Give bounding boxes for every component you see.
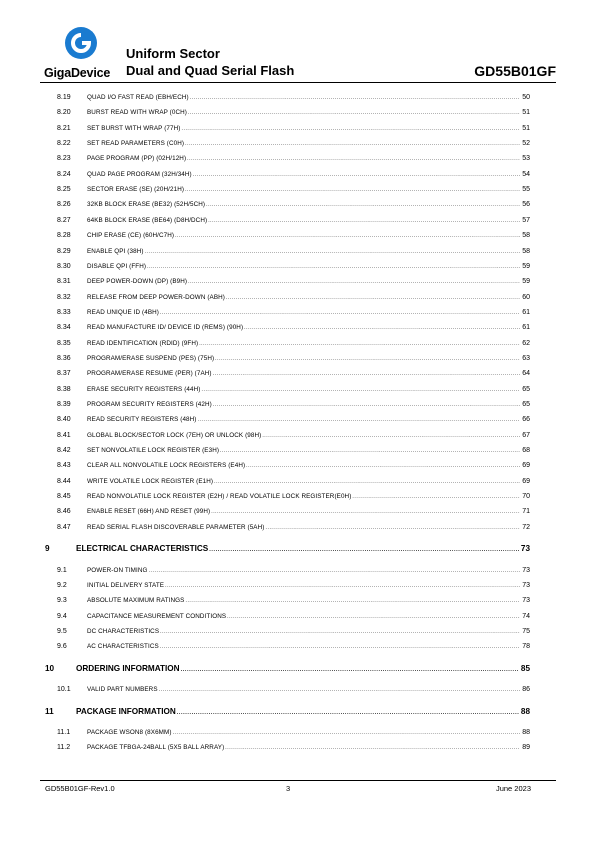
toc-entry[interactable] xyxy=(57,246,530,258)
toc-leader-dots xyxy=(226,292,520,304)
toc-entry-title[interactable]: ENABLE RESET (66H) AND RESET (99H) xyxy=(87,508,211,516)
toc-entry-page: 51 xyxy=(522,109,530,117)
toc-entry-title[interactable]: DC CHARACTERISTICS xyxy=(87,628,160,636)
toc-entry-number: 8.28 xyxy=(57,232,71,240)
toc-leader-dots xyxy=(188,107,520,119)
toc-entry-title[interactable]: PROGRAM SECURITY REGISTERS (42H) xyxy=(87,401,212,408)
toc-leader-dots xyxy=(244,322,520,334)
toc-entry[interactable] xyxy=(57,580,530,592)
footer-page-number: 3 xyxy=(286,784,291,793)
toc-entry-number: 11.2 xyxy=(57,744,71,752)
toc-entry-page: 62 xyxy=(522,339,530,347)
toc-entry[interactable] xyxy=(57,184,530,196)
toc-entry[interactable] xyxy=(57,445,530,457)
toc-leader-dots xyxy=(225,742,520,754)
toc-leader-dots xyxy=(177,706,519,719)
toc-entry-number: 9.3 xyxy=(57,597,67,605)
toc-entry-number: 8.29 xyxy=(57,247,71,255)
toc-entry-title[interactable]: DISABLE QPI (FFH) xyxy=(87,262,147,270)
toc-entry-page: 68 xyxy=(522,447,530,455)
toc-entry[interactable] xyxy=(57,595,530,607)
toc-entry-number: 8.34 xyxy=(57,324,71,332)
toc-entry-title[interactable]: BURST READ WITH WRAP (0CH) xyxy=(87,109,187,117)
gigadevice-logo-icon xyxy=(64,26,98,60)
toc-entry[interactable] xyxy=(57,338,530,350)
toc-entry[interactable] xyxy=(57,292,530,304)
toc-entry-page: 73 xyxy=(520,544,530,554)
header-divider xyxy=(40,82,556,83)
toc-entry-number: 8.30 xyxy=(57,262,71,270)
toc-leader-dots xyxy=(165,580,520,592)
toc-entry-number: 8.45 xyxy=(57,493,71,501)
toc-entry-number: 8.43 xyxy=(57,462,71,470)
toc-entry-title[interactable]: PACKAGE WSON8 (8X6MM) xyxy=(87,729,172,737)
footer-divider xyxy=(40,780,556,781)
toc-leader-dots xyxy=(199,338,520,350)
toc-entry-title[interactable]: CLEAR ALL NONVOLATILE LOCK REGISTERS (E4H) xyxy=(87,462,246,470)
toc-entry-number: 10 xyxy=(45,663,55,673)
toc-entry[interactable] xyxy=(57,92,530,104)
toc-entry-number: 10.1 xyxy=(57,686,71,694)
toc-entry[interactable] xyxy=(57,611,530,623)
footer-document-revision: GD55B01GF-Rev1.0 xyxy=(45,784,115,793)
toc-entry[interactable] xyxy=(57,353,530,365)
toc-entry[interactable] xyxy=(57,384,530,396)
toc-entry-page: 65 xyxy=(522,385,530,393)
toc-entry-number: 8.20 xyxy=(57,109,71,117)
toc-entry[interactable] xyxy=(57,276,530,288)
toc-entry[interactable] xyxy=(57,153,530,165)
toc-entry-title[interactable]: ABSOLUTE MAXIMUM RATINGS xyxy=(87,597,185,605)
toc-entry-title[interactable]: INITIAL DELIVERY STATE xyxy=(87,582,165,589)
toc-leader-dots xyxy=(149,565,521,577)
toc-entry-page: 52 xyxy=(522,140,530,148)
toc-leader-dots xyxy=(206,199,520,211)
toc-entry[interactable] xyxy=(57,641,530,653)
toc-entry-number: 8.38 xyxy=(57,385,71,393)
toc-entry[interactable] xyxy=(57,491,530,503)
toc-entry-title[interactable]: ERASE SECURITY REGISTERS (44H) xyxy=(87,385,201,393)
toc-entry-title[interactable]: 32KB BLOCK ERASE (BE32) (52H/5CH) xyxy=(87,201,206,209)
toc-entry-title[interactable]: SECTOR ERASE (SE) (20H/21H) xyxy=(87,186,185,194)
toc-entry-number: 8.40 xyxy=(57,416,71,424)
toc-entry-number: 8.23 xyxy=(57,155,71,163)
toc-leader-dots xyxy=(160,626,520,638)
toc-leader-dots xyxy=(190,92,521,104)
toc-entry-title[interactable]: CHIP ERASE (CE) (60H/C7H) xyxy=(87,232,175,240)
toc-entry-title[interactable]: VALID PART NUMBERS xyxy=(87,686,158,694)
toc-entry[interactable] xyxy=(57,727,530,739)
toc-leader-dots xyxy=(265,522,520,534)
toc-entry-page: 53 xyxy=(522,155,530,163)
toc-entry-page: 57 xyxy=(522,216,530,224)
toc-leader-dots xyxy=(185,184,520,196)
toc-entry-page: 56 xyxy=(522,201,530,209)
toc-entry-title[interactable]: READ UNIQUE ID (4BH) xyxy=(87,308,159,316)
toc-entry[interactable] xyxy=(57,322,530,334)
toc-entry-page: 58 xyxy=(522,232,530,240)
toc-entry-number: 8.42 xyxy=(57,447,71,455)
toc-entry-title[interactable]: READ MANUFACTURE ID/ DEVICE ID (REMS) (90H) xyxy=(87,324,244,332)
toc-entry[interactable] xyxy=(57,522,530,534)
toc-section-entry[interactable] xyxy=(45,543,530,555)
toc-entry-page: 88 xyxy=(520,706,530,716)
toc-entry-title[interactable]: PROGRAM/ERASE RESUME (PER) (7AH) xyxy=(87,370,212,378)
toc-leader-dots xyxy=(208,215,520,227)
company-logo xyxy=(44,26,111,82)
toc-entry-number: 8.36 xyxy=(57,354,71,362)
toc-entry-title[interactable]: PROGRAM/ERASE SUSPEND (PES) (75H) xyxy=(87,354,215,362)
toc-entry-page: 59 xyxy=(522,278,530,286)
toc-entry-title[interactable]: AC CHARACTERISTICS xyxy=(87,643,159,651)
toc-entry-number: 8.37 xyxy=(57,370,71,378)
toc-leader-dots xyxy=(246,460,520,472)
toc-entry-number: 9.2 xyxy=(57,582,67,589)
toc-entry-page: 55 xyxy=(522,186,530,194)
toc-entry-page: 70 xyxy=(522,493,530,501)
toc-entry[interactable] xyxy=(57,261,530,273)
toc-entry-page: 67 xyxy=(522,431,530,439)
toc-entry-number: 11.1 xyxy=(57,729,71,737)
toc-entry-page: 64 xyxy=(522,370,530,378)
toc-entry-number: 8.33 xyxy=(57,308,71,316)
toc-entry-page: 73 xyxy=(522,566,530,574)
toc-entry-page: 65 xyxy=(522,401,530,408)
toc-leader-dots xyxy=(262,430,520,442)
toc-entry[interactable] xyxy=(57,307,530,319)
toc-entry-number: 8.25 xyxy=(57,186,71,194)
page-header xyxy=(40,22,556,82)
toc-leader-dots xyxy=(215,353,520,365)
toc-leader-dots xyxy=(214,476,520,488)
toc-entry[interactable] xyxy=(57,626,530,638)
toc-entry[interactable] xyxy=(57,506,530,518)
toc-entry[interactable] xyxy=(57,565,530,577)
toc-entry-page: 69 xyxy=(522,462,530,470)
toc-entry-title[interactable]: SET BURST WITH WRAP (77H) xyxy=(87,124,181,132)
toc-entry-page: 58 xyxy=(522,247,530,255)
toc-entry-title[interactable]: WRITE VOLATILE LOCK REGISTER (E1H) xyxy=(87,477,214,485)
toc-entry-number: 8.41 xyxy=(57,431,71,439)
toc-entry-page: 85 xyxy=(520,663,530,673)
toc-entry-number: 9.1 xyxy=(57,566,67,574)
toc-leader-dots xyxy=(188,276,520,288)
toc-entry-title[interactable]: RELEASE FROM DEEP POWER-DOWN (ABH) xyxy=(87,293,225,301)
toc-entry-page: 88 xyxy=(522,729,530,737)
toc-entry-number: 8.32 xyxy=(57,293,71,301)
toc-entry[interactable] xyxy=(57,230,530,242)
toc-entry-page: 51 xyxy=(522,124,530,132)
toc-leader-dots xyxy=(173,727,521,739)
toc-entry-page: 72 xyxy=(522,523,530,531)
toc-leader-dots xyxy=(352,491,520,503)
toc-entry-number: 8.21 xyxy=(57,124,71,132)
toc-entry[interactable] xyxy=(57,430,530,442)
toc-leader-dots xyxy=(160,307,520,319)
toc-entry[interactable] xyxy=(57,199,530,211)
toc-entry-title[interactable]: ELECTRICAL CHARACTERISTICS xyxy=(76,544,209,554)
toc-entry-number: 8.44 xyxy=(57,477,71,485)
toc-entry-title[interactable]: DEEP POWER-DOWN (DP) (B9H) xyxy=(87,278,188,286)
toc-entry[interactable] xyxy=(57,368,530,380)
toc-entry[interactable] xyxy=(57,399,530,411)
toc-entry[interactable] xyxy=(57,684,530,696)
toc-entry-title[interactable]: 64KB BLOCK ERASE (BE64) (D8H/DCH) xyxy=(87,216,208,224)
toc-entry-number: 8.35 xyxy=(57,339,71,347)
toc-leader-dots xyxy=(160,641,520,653)
toc-entry-number: 8.27 xyxy=(57,216,71,224)
toc-leader-dots xyxy=(185,595,520,607)
toc-entry-page: 71 xyxy=(522,508,530,516)
toc-entry-title[interactable]: QUAD PAGE PROGRAM (32H/34H) xyxy=(87,170,192,178)
toc-leader-dots xyxy=(181,663,519,676)
toc-entry-title[interactable]: READ SECURITY REGISTERS (48H) xyxy=(87,416,197,424)
toc-entry-page: 89 xyxy=(522,744,530,752)
toc-entry-title[interactable]: PACKAGE INFORMATION xyxy=(76,706,176,716)
toc-entry-page: 75 xyxy=(522,628,530,636)
toc-entry-page: 66 xyxy=(522,416,530,424)
toc-entry-title[interactable]: QUAD I/O FAST READ (EBH/ECH) xyxy=(87,94,189,101)
product-family-line2: Dual and Quad Serial Flash xyxy=(126,63,295,78)
toc-entry-page: 74 xyxy=(522,612,530,620)
toc-entry-page: 61 xyxy=(522,308,530,316)
toc-leader-dots xyxy=(209,543,519,556)
toc-entry[interactable] xyxy=(57,460,530,472)
toc-entry-page: 69 xyxy=(522,477,530,485)
toc-entry[interactable] xyxy=(57,742,530,754)
toc-leader-dots xyxy=(213,368,521,380)
toc-entry-page: 73 xyxy=(522,597,530,605)
product-family-line1: Uniform Sector xyxy=(126,46,220,61)
toc-entry-number: 8.47 xyxy=(57,523,71,531)
toc-entry-page: 86 xyxy=(522,686,530,694)
toc-entry-title[interactable]: READ SERIAL FLASH DISCOVERABLE PARAMETER (5AH) xyxy=(87,523,265,531)
toc-entry[interactable] xyxy=(57,138,530,150)
toc-entry-title[interactable]: ENABLE QPI (38H) xyxy=(87,247,144,255)
toc-entry-number: 8.46 xyxy=(57,508,71,516)
toc-leader-dots xyxy=(187,153,520,165)
toc-entry-page: 78 xyxy=(522,643,530,651)
toc-entry-number: 8.19 xyxy=(57,94,71,101)
toc-entry-number: 11 xyxy=(45,706,54,716)
toc-entry-title[interactable]: PACKAGE TFBGA-24BALL (5X5 BALL ARRAY) xyxy=(87,744,225,752)
toc-entry-title[interactable]: PAGE PROGRAM (PP) (02H/12H) xyxy=(87,155,187,163)
toc-entry[interactable] xyxy=(57,414,530,426)
toc-entry-title[interactable]: READ IDENTIFICATION (RDID) (9FH) xyxy=(87,339,199,347)
toc-entry-number: 8.22 xyxy=(57,140,71,148)
toc-leader-dots xyxy=(227,611,520,623)
toc-leader-dots xyxy=(201,384,520,396)
toc-leader-dots xyxy=(198,414,521,426)
toc-leader-dots xyxy=(220,445,520,457)
toc-leader-dots xyxy=(175,230,520,242)
toc-entry-page: 73 xyxy=(522,582,530,589)
toc-entry-page: 61 xyxy=(522,324,530,332)
toc-entry-title[interactable]: SET NONVOLATILE LOCK REGISTER (E3H) xyxy=(87,447,220,455)
toc-entry-title[interactable]: GLOBAL BLOCK/SECTOR LOCK (7EH) OR UNLOCK (98H) xyxy=(87,431,262,439)
toc-entry-number: 9.5 xyxy=(57,628,67,636)
toc-entry[interactable] xyxy=(57,123,530,135)
toc-leader-dots xyxy=(211,506,520,518)
toc-section-entry[interactable] xyxy=(45,706,530,718)
toc-leader-dots xyxy=(159,684,521,696)
toc-entry-title[interactable]: CAPACITANCE MEASUREMENT CONDITIONS xyxy=(87,612,227,620)
toc-entry-title[interactable]: READ NONVOLATILE LOCK REGISTER (E2H) / READ VOLATILE LOCK REGISTER(E0H) xyxy=(87,493,352,501)
toc-entry-number: 8.24 xyxy=(57,170,71,178)
toc-entry-number: 9 xyxy=(45,544,50,554)
document-id: GD55B01GF xyxy=(474,63,556,79)
toc-entry-page: 54 xyxy=(522,170,530,178)
toc-entry-page: 59 xyxy=(522,262,530,270)
toc-entry-number: 9.6 xyxy=(57,643,67,651)
toc-leader-dots xyxy=(181,123,520,135)
toc-entry[interactable] xyxy=(57,215,530,227)
toc-entry-page: 63 xyxy=(522,354,530,362)
toc-entry[interactable] xyxy=(57,476,530,488)
toc-leader-dots xyxy=(145,246,521,258)
toc-entry-number: 8.39 xyxy=(57,401,71,408)
toc-leader-dots xyxy=(193,169,520,181)
toc-entry-title[interactable]: POWER-ON TIMING xyxy=(87,566,148,574)
toc-leader-dots xyxy=(185,138,520,150)
toc-entry[interactable] xyxy=(57,169,530,181)
toc-entry-number: 9.4 xyxy=(57,612,67,620)
toc-leader-dots xyxy=(147,261,520,273)
toc-entry-page: 60 xyxy=(522,293,530,301)
toc-entry-title[interactable]: ORDERING INFORMATION xyxy=(76,663,180,673)
toc-entry-number: 8.31 xyxy=(57,278,71,286)
footer-date: June 2023 xyxy=(495,784,531,793)
toc-entry-title[interactable]: SET READ PARAMETERS (C0H) xyxy=(87,140,185,148)
toc-entry-page: 50 xyxy=(522,94,530,101)
toc-section-entry[interactable] xyxy=(45,663,530,675)
toc-entry-number: 8.26 xyxy=(57,201,71,209)
toc-leader-dots xyxy=(213,399,520,411)
toc-entry[interactable] xyxy=(57,107,530,119)
company-name: GigaDevice xyxy=(44,66,111,80)
